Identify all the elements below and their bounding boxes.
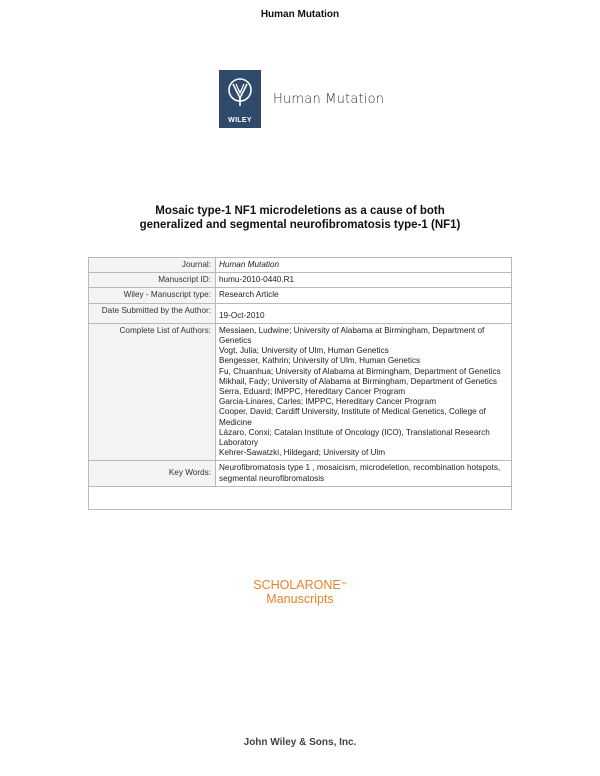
author-entry: Mikhail, Fady; University of Alabama at Birmingham, Department of Genetics xyxy=(219,376,498,386)
table-row xyxy=(89,461,512,486)
publisher-footer: John Wiley & Sons, Inc. xyxy=(243,737,357,748)
date-value-text: 19-Oct-2010 xyxy=(219,310,265,320)
table-row xyxy=(89,258,512,273)
author-entry: Garcia-Linares, Carles; IMPPC, Hereditary Cancer Program xyxy=(219,397,437,407)
paper-title-line1: Mosaic type-1 NF1 microdeletions as a cause of both xyxy=(155,205,445,217)
running-header: Human Mutation xyxy=(260,9,340,20)
table-row xyxy=(89,323,512,461)
author-entry: Vogt, Julia; University of Ulm, Human Genetics xyxy=(219,346,389,356)
date-submitted-value xyxy=(216,303,512,323)
table-row-empty xyxy=(89,486,512,509)
table-row xyxy=(89,303,512,323)
wiley-tree-icon xyxy=(226,76,254,110)
author-entry: Kehrer-Sawatzki, Hildegard; University of Ulm xyxy=(219,448,386,458)
table-row xyxy=(89,273,512,288)
wiley-emblem xyxy=(219,70,261,128)
date-submitted-label: Date Submitted by the Author: xyxy=(89,303,216,323)
keywords-label-text: Key Words: xyxy=(168,468,211,478)
author-entry: Lázaro, Conxi; Catalan Institute of Oncology (ICO), Translational Research Laboratory xyxy=(219,427,490,448)
keywords-label xyxy=(89,461,216,486)
scholarone-wordmark: SCHOLARONE xyxy=(253,578,341,592)
scholarone-logo xyxy=(0,578,600,606)
manuscript-type-label: Wiley - Manuscript type: xyxy=(89,288,216,303)
author-entry: Serra, Eduard; IMPPC, Hereditary Cancer Program xyxy=(219,387,406,397)
author-entry: Messiaen, Ludwine; University of Alabama at Birmingham, Department of Genetics xyxy=(219,325,485,346)
manuscript-id-value: humu-2010-0440.R1 xyxy=(216,273,512,288)
manuscript-type-value: Research Article xyxy=(216,288,512,303)
keywords-value: Neurofibromatosis type 1 , mosaicism, microdeletion, recombination hotspots, segmental neurofibromatosis xyxy=(216,461,512,486)
wiley-wordmark: WILEY xyxy=(228,117,252,124)
manuscript-metadata-table xyxy=(88,257,512,510)
logo-journal-name: Human Mutation xyxy=(273,91,385,107)
journal-label: Journal: xyxy=(89,258,216,273)
author-entry: Fu, Chuanhua; University of Alabama at Birmingham, Department of Genetics xyxy=(219,366,501,376)
author-entry: Cooper, David; Cardiff University, Institute of Medical Genetics, College of Medicine xyxy=(219,407,486,427)
manuscript-id-label: Manuscript ID: xyxy=(89,273,216,288)
authors-list xyxy=(216,323,512,461)
scholarone-manuscripts: Manuscripts xyxy=(266,592,334,606)
paper-title xyxy=(60,204,540,232)
journal-value: Human Mutation xyxy=(216,258,512,273)
author-entry: Bengesser, Kathrin; University of Ulm, Human Genetics xyxy=(219,356,421,366)
trademark-symbol: ™ xyxy=(340,582,347,588)
authors-label: Complete List of Authors: xyxy=(89,323,216,461)
wiley-logo xyxy=(219,70,384,128)
empty-cell xyxy=(89,486,512,509)
table-row xyxy=(89,288,512,303)
paper-title-line2: generalized and segmental neurofibromatosis type-1 (NF1) xyxy=(139,219,461,231)
